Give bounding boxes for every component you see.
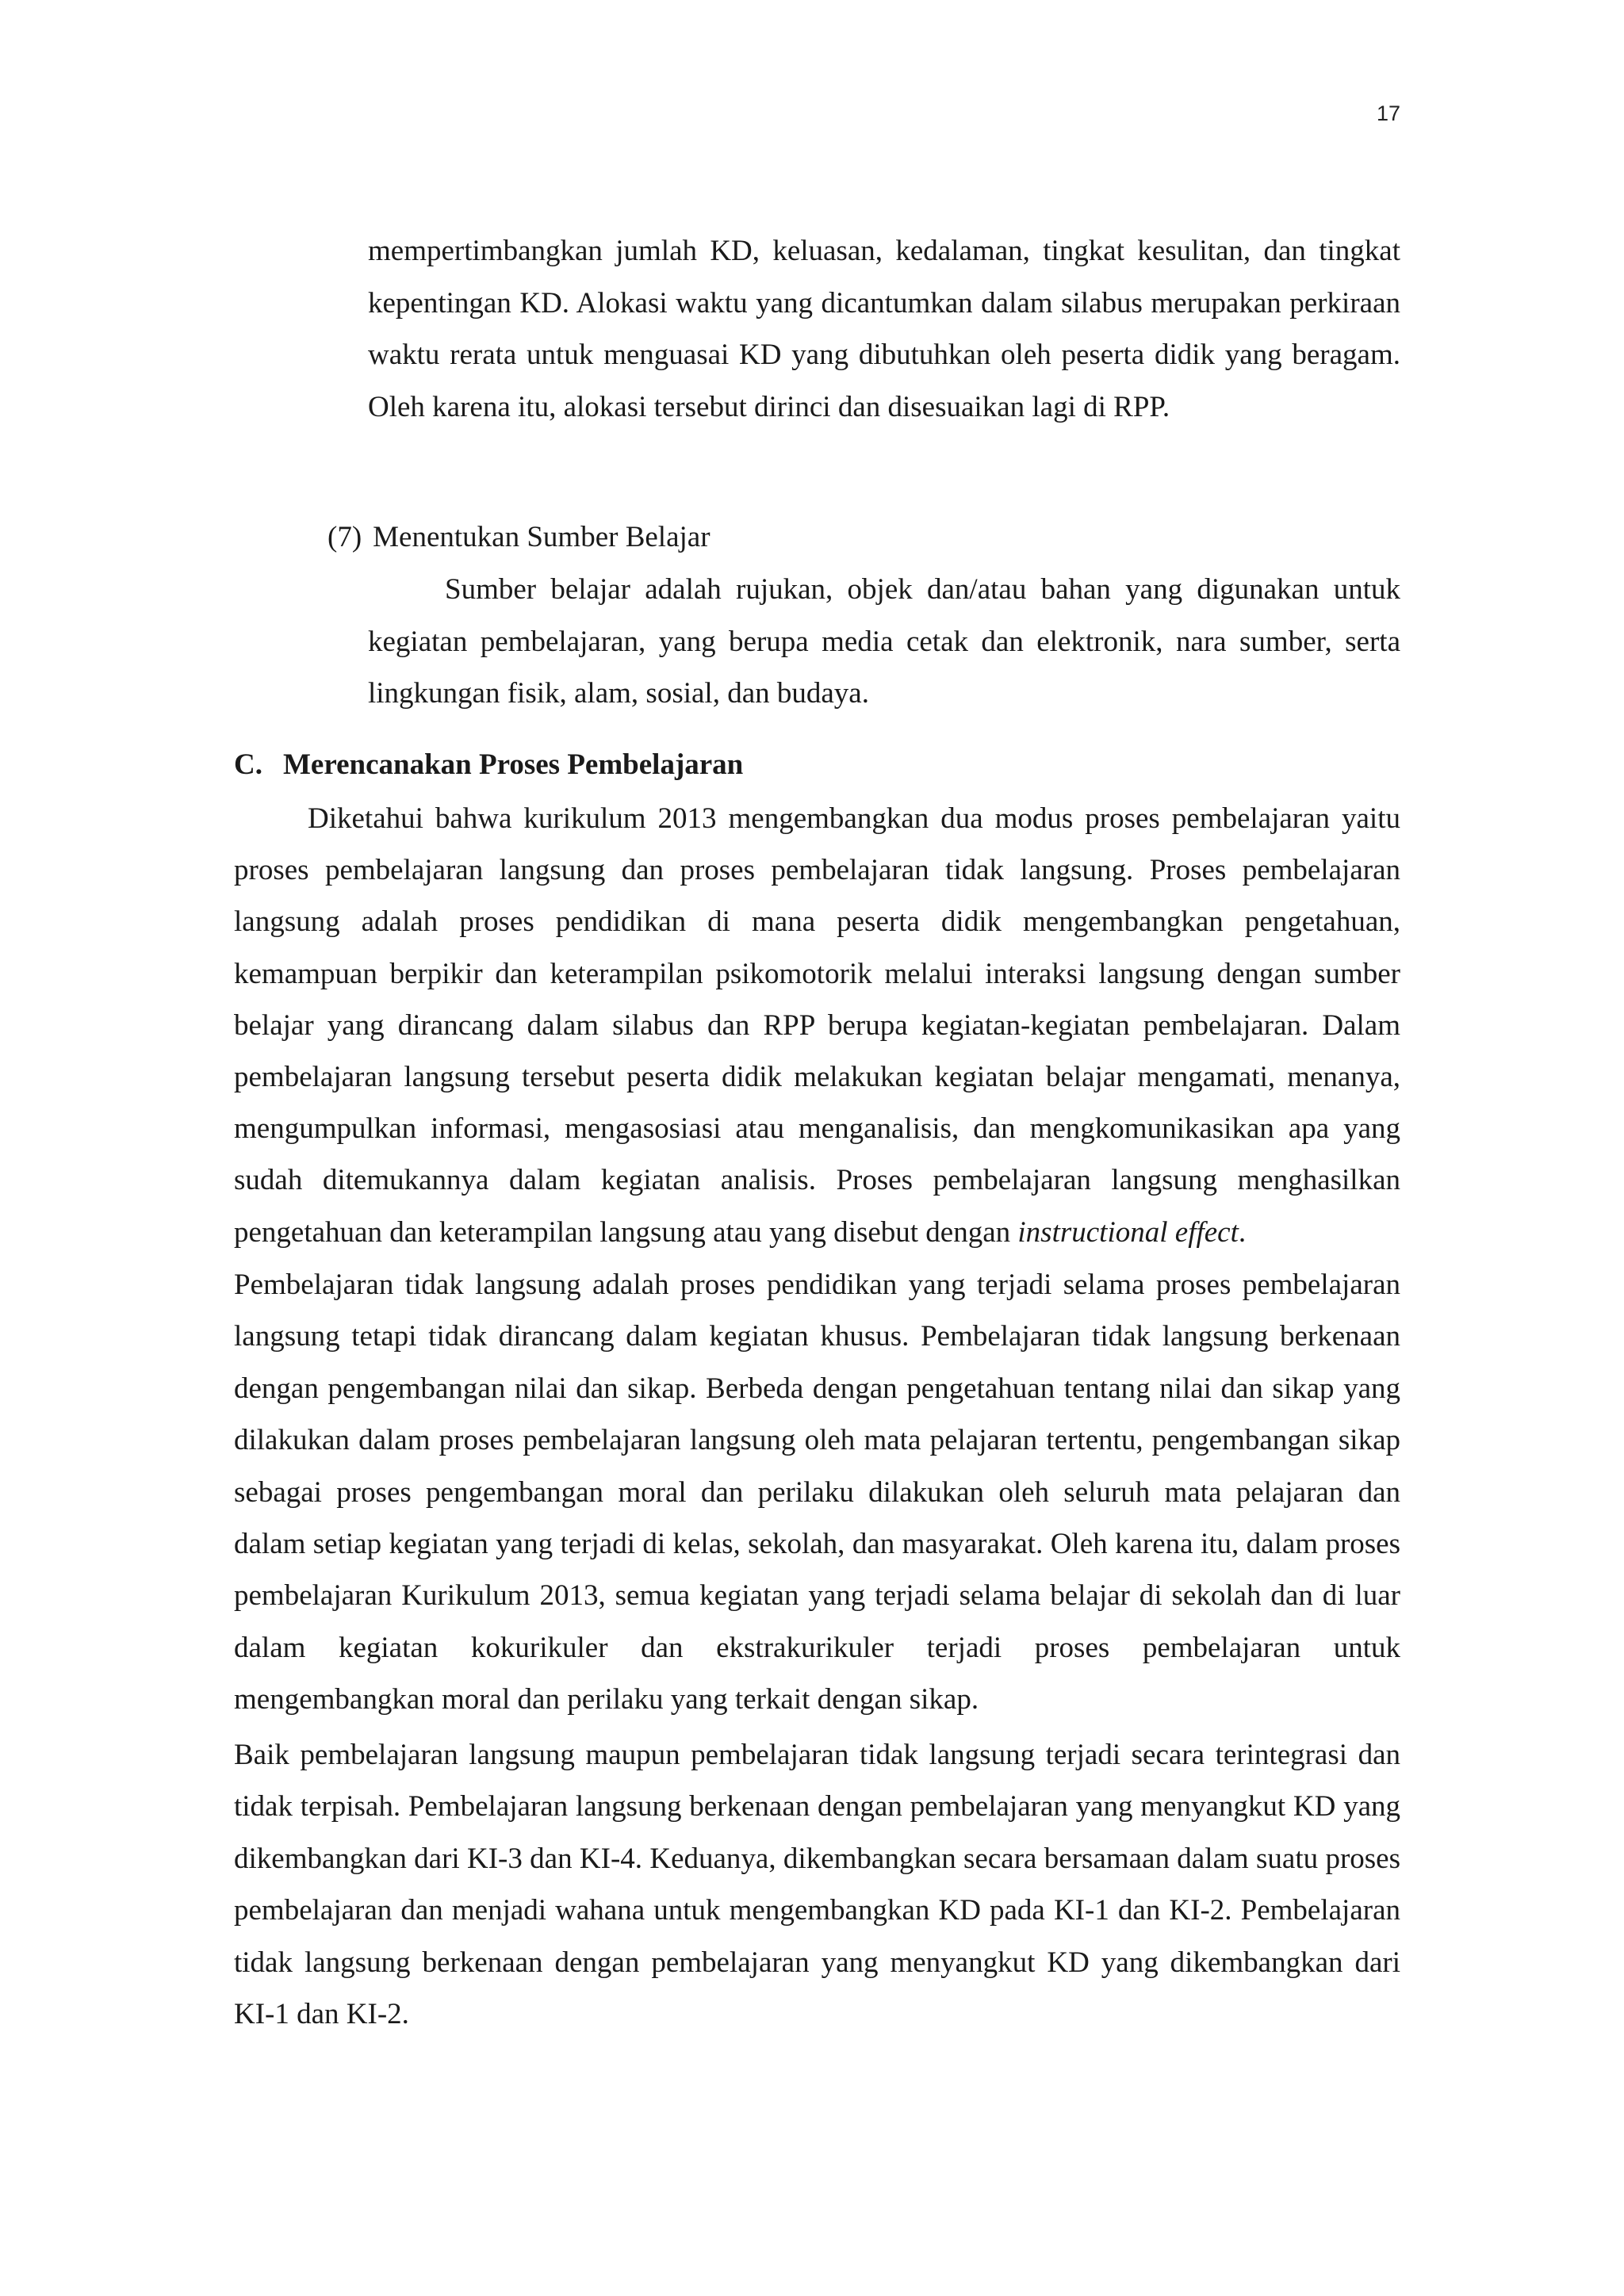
body-paragraph-2: Pembelajaran tidak langsung adalah proses pendidikan yang terjadi selama proses pembelajaran langsung tetapi tidak dirancang dalam kegiatan khusus. Pembelajaran tidak langsung berkenaan dengan pengembangan nilai dan sikap. Berbeda dengan pengetahuan tentang nilai dan sikap yang dilakukan dalam proses pembelajaran langsung oleh mata pelajaran tertentu, pengembangan sikap sebagai proses pengembangan moral dan perilaku dilakukan oleh seluruh mata pelajaran dan dalam setiap kegiatan yang terjadi di kelas, sekolah, dan masyarakat. Oleh karena itu, dalam proses pembelajaran Kurikulum 2013, semua kegiatan yang terjadi selama belajar di sekolah dan di luar dalam kegiatan kokurikuler dan ekstrakurikuler terjadi proses pembelajaran untuk mengembangkan moral dan perilaku yang terkait dengan sikap. (234, 1269, 1400, 1716)
section-letter: C. (234, 748, 262, 781)
list-item-title: Menentukan Sumber Belajar (373, 521, 710, 553)
body-paragraph-1 (234, 793, 1400, 1258)
section-title: Merencanakan Proses Pembelajaran (282, 748, 744, 781)
list-item-body: Sumber belajar adalah rujukan, objek dan/atau bahan yang digunakan untuk kegiatan pembelajaran, yang berupa media cetak dan elektronik, nara sumber, serta lingkungan fisik, alam, sosial, dan budaya. (368, 573, 1400, 710)
page-number: 17 (1376, 101, 1400, 125)
body-paragraph-3: Baik pembelajaran langsung maupun pembelajaran tidak langsung terjadi secara terintegrasi dan tidak terpisah. Pembelajaran langsung berkenaan dengan pembelajaran yang menyangkut KD yang dikembangkan dari KI-3 dan KI-4. Keduanya, dikembangkan secara bersamaan dalam suatu proses pembelajaran dan menjadi wahana untuk mengembangkan KD pada KI-1 dan KI-2. Pembelajaran tidak langsung berkenaan dengan pembelajaran yang menyangkut KD yang dikembangkan dari KI-1 dan KI-2. (234, 1739, 1400, 2031)
list-item-number: (7) (327, 521, 362, 553)
list-item-heading (327, 511, 710, 564)
continuation-paragraph: mempertimbangkan jumlah KD, keluasan, kedalaman, tingkat kesulitan, dan tingkat kepentingan KD. Alokasi waktu yang dicantumkan dalam silabus merupakan perkiraan waktu rerata untuk menguasai KD yang dibutuhkan oleh peserta didik yang beragam. Oleh karena itu, alokasi tersebut dirinci dan disesuaikan lagi di RPP. (368, 235, 1400, 423)
body-paragraph-1-text: Diketahui bahwa kurikulum 2013 mengembangkan dua modus proses pembelajaran yaitu proses pembelajaran langsung dan proses pembelajaran tidak langsung. Proses pembelajaran langsung adalah proses pendidikan di mana peserta didik mengembangkan pengetahuan, kemampuan berpikir dan keterampilan psikomotorik melalui interaksi langsung dengan sumber belajar yang dirancang dalam silabus dan RPP berupa kegiatan-kegiatan pembelajaran. Dalam pembelajaran langsung tersebut peserta didik melakukan kegiatan belajar mengamati, menanya, mengumpulkan informasi, mengasosiasi atau menganalisis, dan mengkomunikasikan apa yang sudah ditemukannya dalam kegiatan analisis. Proses pembelajaran langsung menghasilkan pengetahuan dan keterampilan langsung atau yang disebut dengan (234, 802, 1400, 1249)
section-heading (234, 739, 743, 791)
italic-term: instructional effect (1017, 1215, 1239, 1249)
body-paragraph-1-end: . (1238, 1215, 1247, 1249)
